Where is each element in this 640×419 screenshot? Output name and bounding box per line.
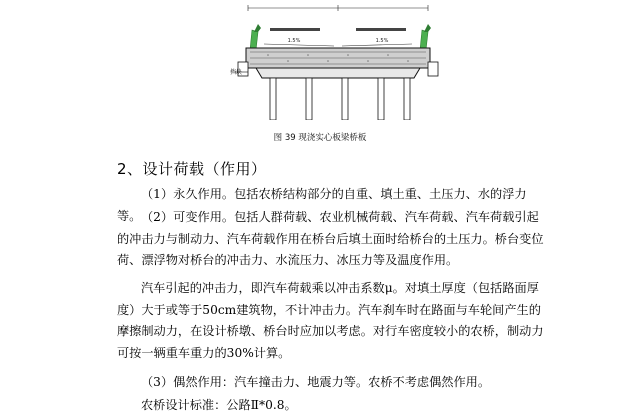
paragraph-impact-force: 汽车引起的冲击力，即汽车荷载乘以冲击系数μ。对填土厚度（包括路面厚度）大于或等于50cm建筑物，不计冲击力。汽车刹车时在路面与车轮间产生的摩擦制动力，在设计桥墩、桥台时应加以考虑。对行车密度较小的农桥，制动力可按一辆重车重力的30%计算。 [117, 281, 544, 360]
bridge-cross-section-figure [228, 2, 448, 120]
paragraph-permanent-action: （1）永久作用。包括农桥结构部分的自重、填土重、土压力、水的浮力等。 [117, 187, 527, 223]
retaining-block-label: 挡块 [230, 69, 243, 76]
paragraph-design-standard: 农桥设计标准：公路Ⅱ*0.8。 [141, 398, 297, 412]
slope-right-label: 1.5% [375, 38, 389, 44]
paragraph-accidental-action: （3）偶然作用：汽车撞击力、地震力等。农桥不考虑偶然作用。 [141, 375, 491, 389]
slope-left-label: 1.5% [287, 38, 301, 44]
figure-caption: 图 39 现浇实心板梁桥板 [273, 133, 367, 143]
paragraph-variable-action: （2）可变作用。包括人群荷载、农业机械荷载、汽车荷载、汽车荷载引起的冲击力与制动力、汽车荷载作用在桥台后填土面时给桥台的土压力。桥台变位荷、漂浮物对桥台的冲击力、水流压力、冰压力等及温度作用。 [117, 210, 544, 267]
section-title: 2、设计荷载（作用） [117, 160, 267, 178]
